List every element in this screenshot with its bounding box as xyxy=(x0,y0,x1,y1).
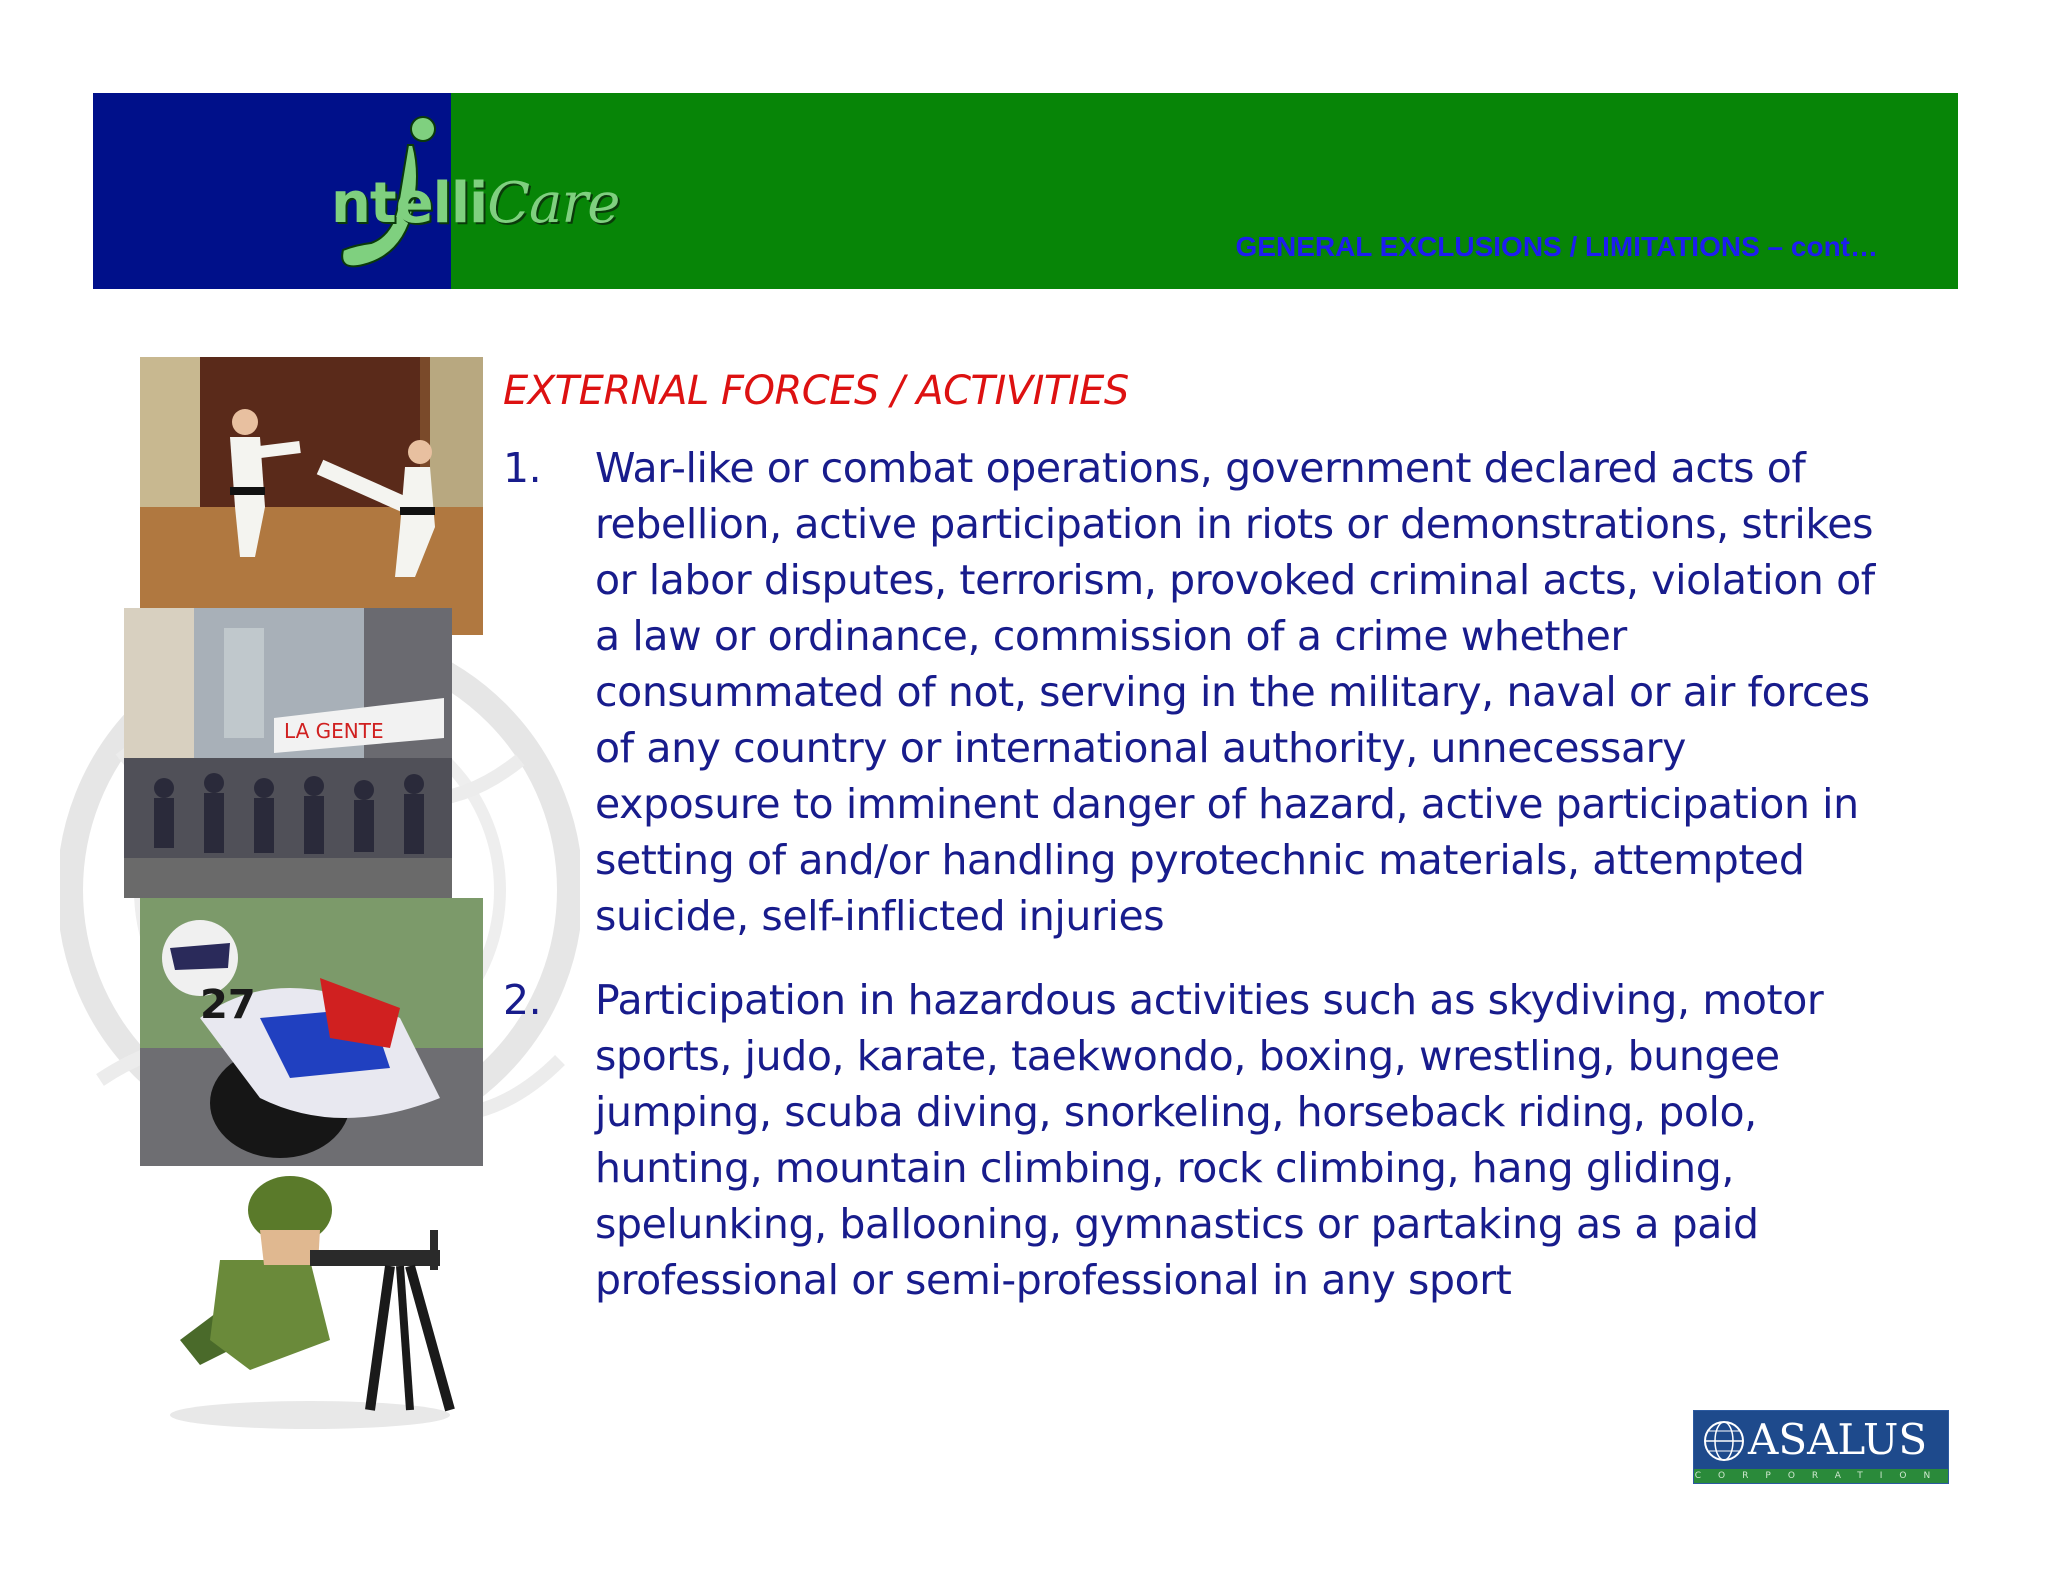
page-title: GENERAL EXCLUSIONS / LIMITATIONS – cont… xyxy=(1235,231,1878,262)
main-content xyxy=(503,368,1883,1336)
logo-wordmark xyxy=(331,171,619,236)
svg-text:27: 27 xyxy=(200,982,256,1028)
list-item-text: Participation in hazardous activities such as skydiving, motor sports, judo, karate, taekwondo, boxing, wrestling, bungee jumping, scuba diving, snorkeling, horseback riding, polo, hunting, mountain climbing, rock climbing, hang gliding, spelunking, ballooning, gymnastics or partaking as a paid professional or semi-professional in any sport xyxy=(595,976,1824,1304)
list-item-text: War-like or combat operations, government declared acts of rebellion, active participation in riots or demonstrations, strikes or labor disputes, terrorism, provoked criminal acts, violation of a law or ordinance, commission of a crime whether consummated of not, serving in the military, naval or air forces of any country or international authority, unnecessary exposure to imminent danger of hazard, active participation in setting of and/or handling pyrotechnic materials, attempted suicide, self-inflicted injuries xyxy=(595,444,1875,940)
logo-care-text: Care xyxy=(487,171,620,236)
list-item-number: 2. xyxy=(503,976,542,1024)
asalus-logo xyxy=(1693,1410,1949,1484)
motorcycle-photo xyxy=(140,898,483,1166)
header-banner xyxy=(93,93,1958,289)
section-title: EXTERNAL FORCES / ACTIVITIES xyxy=(503,368,1129,414)
globe-icon xyxy=(1702,1419,1746,1463)
protest-photo xyxy=(124,608,452,898)
logo-intelli-text: ntelli xyxy=(331,171,488,236)
list-item xyxy=(503,972,1883,1308)
soldier-clipart xyxy=(160,1170,490,1434)
list-item-number: 1. xyxy=(503,444,542,492)
asalus-wordmark: ASALUS xyxy=(1748,1415,1928,1464)
asalus-subtitle: CORPORATION xyxy=(1694,1471,1948,1481)
list-item xyxy=(503,440,1883,944)
karate-photo xyxy=(140,357,483,635)
svg-text:LA GENTE: LA GENTE xyxy=(284,719,384,743)
